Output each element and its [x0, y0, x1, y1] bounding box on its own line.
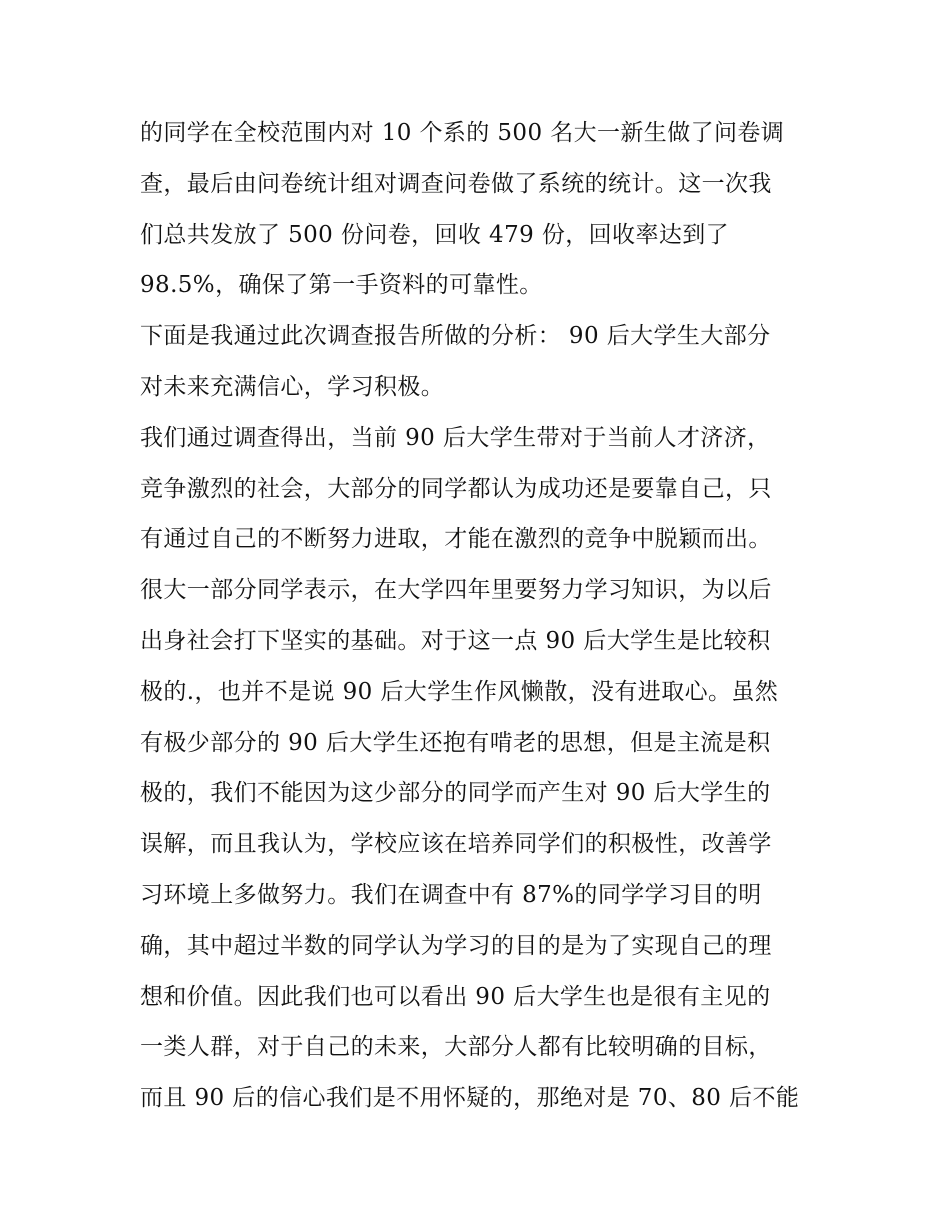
- text-line: 查，最后由问卷统计组对调查问卷做了系统的统计。这一次我: [140, 170, 772, 197]
- document-body: [140, 108, 820, 1124]
- text-line: 一类人群，对于自己的未来，大部分人都有比较明确的目标，: [140, 1034, 772, 1061]
- text-line: 确，其中超过半数的同学认为学习的目的是为了实现自己的理: [140, 932, 772, 959]
- text-line: 出身社会打下坚实的基础。对于这一点 90 后大学生是比较积: [140, 627, 771, 654]
- text-line: 的同学在全校范围内对 10 个系的 500 名大一新生做了问卷调: [140, 120, 785, 146]
- text-line: 有通过自己的不断努力进取，才能在激烈的竞争中脱颖而出。: [140, 526, 772, 553]
- text-line: 极的.，也并不是说 90 后大学生作风懒散，没有进取心。虽然: [140, 678, 779, 705]
- text-line: 很大一部分同学表示，在大学四年里要努力学习知识，为以后: [140, 577, 772, 604]
- text-line: 对未来充满信心，学习积极。: [140, 373, 445, 400]
- text-line: 我们通过调查得出，当前 90 后大学生带对于当前人才济济，: [140, 424, 771, 451]
- text-line: 习环境上多做努力。我们在调查中有 87%的同学学习目的明: [140, 881, 762, 908]
- text-line: 98.5%，确保了第一手资料的可靠性。: [140, 272, 543, 299]
- text-line: 极的，我们不能因为这少部分的同学而产生对 90 后大学生的: [140, 780, 771, 807]
- text-line: 竞争激烈的社会，大部分的同学都认为成功还是要靠自己，只: [140, 475, 772, 502]
- text-line: 而且 90 后的信心我们是不用怀疑的，那绝对是 70、80 后不能: [140, 1085, 800, 1112]
- text-line: 误解，而且我认为，学校应该在培养同学们的积极性，改善学: [140, 831, 772, 858]
- text-line: 想和价值。因此我们也可以看出 90 后大学生也是很有主见的: [140, 983, 771, 1010]
- text-line: 有极少部分的 90 后大学生还抱有啃老的思想，但是主流是积: [140, 729, 771, 756]
- text-line: 下面是我通过此次调查报告所做的分析： 90 后大学生大部分: [140, 323, 771, 350]
- text-line: 们总共发放了 500 份问卷，回收 479 份，回收率达到了: [140, 221, 730, 248]
